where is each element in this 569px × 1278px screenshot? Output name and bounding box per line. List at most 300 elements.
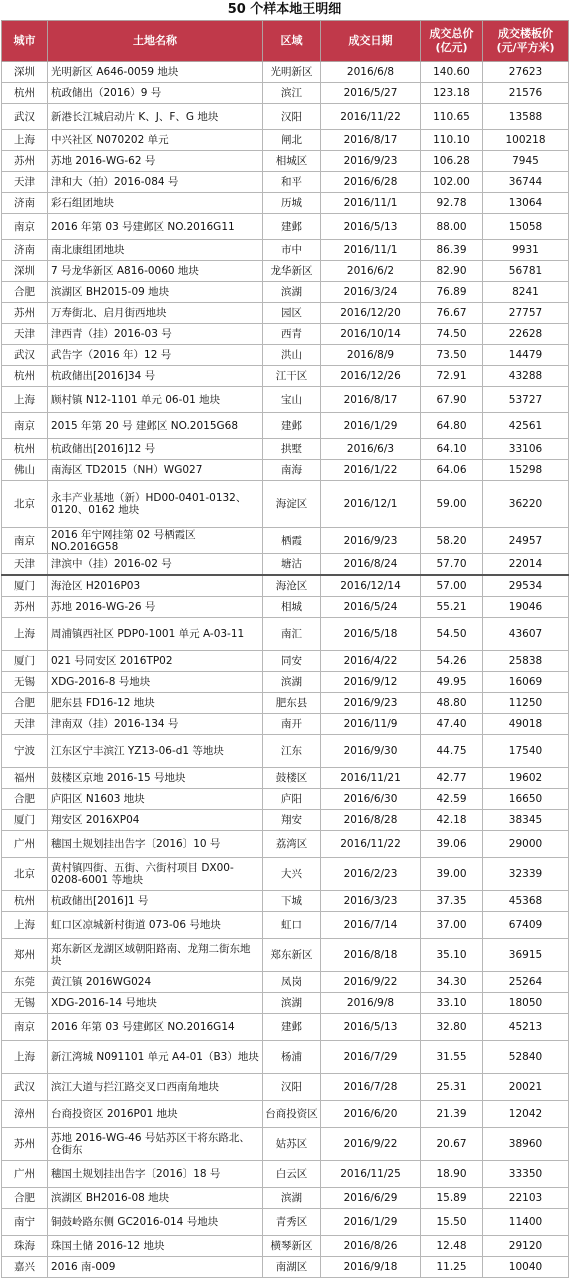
cell-total-price: 67.90: [421, 387, 483, 413]
table-row: [2, 214, 569, 240]
header-total-price: 成交总价 (亿元): [421, 21, 483, 62]
cell-city: 厦门: [2, 651, 48, 672]
cell-floor-price: 13064: [483, 193, 569, 214]
cell-total-price: 86.39: [421, 240, 483, 261]
cell-deal-date: 2016/9/30: [321, 735, 421, 768]
table-row: [2, 62, 569, 83]
cell-total-price: 39.06: [421, 831, 483, 858]
cell-total-price: 42.59: [421, 789, 483, 810]
cell-land-name: 永丰产业基地（新）HD00-0401-0132、0120、0162 地块: [48, 481, 263, 528]
page-title: 50 个样本地王明细: [227, 2, 342, 17]
cell-floor-price: 33350: [483, 1161, 569, 1188]
cell-floor-price: 49018: [483, 714, 569, 735]
cell-deal-date: 2016/10/14: [321, 324, 421, 345]
cell-city: 武汉: [2, 345, 48, 366]
cell-district: 庐阳: [263, 789, 321, 810]
cell-total-price: 64.06: [421, 460, 483, 481]
cell-total-price: 106.28: [421, 151, 483, 172]
cell-floor-price: 25838: [483, 651, 569, 672]
cell-deal-date: 2016/11/1: [321, 193, 421, 214]
cell-total-price: 76.89: [421, 282, 483, 303]
cell-district: 相城: [263, 597, 321, 618]
cell-total-price: 37.00: [421, 912, 483, 939]
table-row: [2, 303, 569, 324]
cell-total-price: 123.18: [421, 83, 483, 104]
cell-floor-price: 67409: [483, 912, 569, 939]
cell-floor-price: 36220: [483, 481, 569, 528]
table-row: [2, 672, 569, 693]
cell-land-name: 鼓楼区京地 2016-15 号地块: [48, 768, 263, 789]
table-row: [2, 597, 569, 618]
table-row: [2, 193, 569, 214]
cell-city: 东莞: [2, 972, 48, 993]
cell-district: 杨浦: [263, 1041, 321, 1074]
cell-city: 苏州: [2, 597, 48, 618]
table-row: [2, 912, 569, 939]
cell-deal-date: 2016/5/13: [321, 214, 421, 240]
cell-land-name: 2016 年第 03 号建邺区 NO.2016G14: [48, 1014, 263, 1041]
table-row: [2, 1188, 569, 1209]
cell-city: 杭州: [2, 891, 48, 912]
cell-floor-price: 29000: [483, 831, 569, 858]
cell-floor-price: 19602: [483, 768, 569, 789]
cell-city: 武汉: [2, 104, 48, 130]
cell-deal-date: 2016/7/29: [321, 1041, 421, 1074]
cell-deal-date: 2016/9/23: [321, 528, 421, 554]
cell-total-price: 20.67: [421, 1128, 483, 1161]
cell-city: 嘉兴: [2, 1257, 48, 1278]
cell-floor-price: 22014: [483, 554, 569, 576]
cell-floor-price: 56781: [483, 261, 569, 282]
cell-total-price: 25.31: [421, 1074, 483, 1101]
cell-floor-price: 45213: [483, 1014, 569, 1041]
cell-city: 南京: [2, 413, 48, 439]
table-row: [2, 891, 569, 912]
cell-district: 市中: [263, 240, 321, 261]
cell-land-name: 2015 年第 20 号 建邺区 NO.2015G68: [48, 413, 263, 439]
cell-land-name: 滨江大道与拦江路交叉口西南角地块: [48, 1074, 263, 1101]
cell-deal-date: 2016/8/17: [321, 387, 421, 413]
cell-total-price: 21.39: [421, 1101, 483, 1128]
cell-deal-date: 2016/6/20: [321, 1101, 421, 1128]
cell-city: 深圳: [2, 261, 48, 282]
table-row: [2, 972, 569, 993]
cell-land-name: 新江湾城 N091101 单元 A4-01（B3）地块: [48, 1041, 263, 1074]
cell-district: 宝山: [263, 387, 321, 413]
cell-floor-price: 11400: [483, 1209, 569, 1236]
cell-total-price: 82.90: [421, 261, 483, 282]
cell-district: 海沧区: [263, 575, 321, 597]
cell-city: 上海: [2, 387, 48, 413]
cell-total-price: 64.10: [421, 439, 483, 460]
table-row: [2, 261, 569, 282]
cell-total-price: 102.00: [421, 172, 483, 193]
table-row: [2, 651, 569, 672]
cell-deal-date: 2016/11/21: [321, 768, 421, 789]
cell-floor-price: 27623: [483, 62, 569, 83]
cell-deal-date: 2016/8/26: [321, 1236, 421, 1257]
table-row: [2, 151, 569, 172]
cell-deal-date: 2016/3/24: [321, 282, 421, 303]
cell-city: 北京: [2, 858, 48, 891]
cell-floor-price: 10040: [483, 1257, 569, 1278]
table-row: [2, 618, 569, 651]
table-row: [2, 1074, 569, 1101]
cell-city: 合肥: [2, 789, 48, 810]
cell-total-price: 92.78: [421, 193, 483, 214]
cell-deal-date: 2016/5/13: [321, 1014, 421, 1041]
cell-floor-price: 14479: [483, 345, 569, 366]
cell-deal-date: 2016/2/23: [321, 858, 421, 891]
cell-deal-date: 2016/6/2: [321, 261, 421, 282]
cell-city: 天津: [2, 554, 48, 576]
cell-deal-date: 2016/11/1: [321, 240, 421, 261]
cell-city: 珠海: [2, 1236, 48, 1257]
cell-district: 大兴: [263, 858, 321, 891]
cell-deal-date: 2016/1/29: [321, 413, 421, 439]
cell-floor-price: 15058: [483, 214, 569, 240]
cell-land-name: 万寿街北、启月街西地块: [48, 303, 263, 324]
cell-land-name: 顾村镇 N12-1101 单元 06-01 地块: [48, 387, 263, 413]
cell-floor-price: 7945: [483, 151, 569, 172]
table-row: [2, 735, 569, 768]
cell-land-name: 台商投资区 2016P01 地块: [48, 1101, 263, 1128]
table-row: [2, 1101, 569, 1128]
cell-land-name: 杭政储出[2016]34 号: [48, 366, 263, 387]
cell-land-name: 江东区宁丰滨江 YZ13-06-d1 等地块: [48, 735, 263, 768]
cell-deal-date: 2016/9/18: [321, 1257, 421, 1278]
cell-deal-date: 2016/9/23: [321, 693, 421, 714]
cell-deal-date: 2016/6/3: [321, 439, 421, 460]
table-row: [2, 554, 569, 576]
cell-floor-price: 43607: [483, 618, 569, 651]
table-row: [2, 460, 569, 481]
cell-floor-price: 18050: [483, 993, 569, 1014]
cell-city: 漳州: [2, 1101, 48, 1128]
cell-total-price: 11.25: [421, 1257, 483, 1278]
cell-total-price: 44.75: [421, 735, 483, 768]
cell-land-name: 津南双（挂）2016-134 号: [48, 714, 263, 735]
cell-land-name: XDG-2016-8 号地块: [48, 672, 263, 693]
cell-total-price: 39.00: [421, 858, 483, 891]
cell-land-name: 黄村镇四街、五街、六街村项目 DX00-0208-6001 等地块: [48, 858, 263, 891]
cell-deal-date: 2016/1/22: [321, 460, 421, 481]
table-row: [2, 282, 569, 303]
cell-land-name: 郑东新区龙湖区域朝阳路南、龙翔二街东地块: [48, 939, 263, 972]
cell-total-price: 55.21: [421, 597, 483, 618]
table-row: [2, 993, 569, 1014]
cell-total-price: 34.30: [421, 972, 483, 993]
cell-floor-price: 100218: [483, 130, 569, 151]
cell-district: 凤岗: [263, 972, 321, 993]
cell-city: 佛山: [2, 460, 48, 481]
cell-total-price: 54.50: [421, 618, 483, 651]
cell-deal-date: 2016/11/22: [321, 104, 421, 130]
cell-city: 杭州: [2, 366, 48, 387]
cell-land-name: 铜鼓岭路东侧 GC2016-014 号地块: [48, 1209, 263, 1236]
cell-total-price: 74.50: [421, 324, 483, 345]
cell-deal-date: 2016/11/9: [321, 714, 421, 735]
cell-floor-price: 16650: [483, 789, 569, 810]
cell-land-name: 南北康组团地块: [48, 240, 263, 261]
cell-city: 广州: [2, 831, 48, 858]
cell-total-price: 18.90: [421, 1161, 483, 1188]
cell-district: 虹口: [263, 912, 321, 939]
cell-floor-price: 21576: [483, 83, 569, 104]
cell-district: 龙华新区: [263, 261, 321, 282]
header-floor-price: 成交楼板价 (元/平方米): [483, 21, 569, 62]
cell-district: 和平: [263, 172, 321, 193]
table-row: [2, 939, 569, 972]
table-row: [2, 83, 569, 104]
cell-total-price: 12.48: [421, 1236, 483, 1257]
cell-floor-price: 8241: [483, 282, 569, 303]
cell-land-name: 南海区 TD2015（NH）WG027: [48, 460, 263, 481]
cell-land-name: 津和大（拍）2016-084 号: [48, 172, 263, 193]
cell-district: 台商投资区: [263, 1101, 321, 1128]
cell-land-name: 中兴社区 N070202 单元: [48, 130, 263, 151]
cell-floor-price: 11250: [483, 693, 569, 714]
cell-district: 光明新区: [263, 62, 321, 83]
cell-deal-date: 2016/3/23: [321, 891, 421, 912]
cell-floor-price: 33106: [483, 439, 569, 460]
cell-district: 西青: [263, 324, 321, 345]
cell-deal-date: 2016/6/8: [321, 62, 421, 83]
cell-deal-date: 2016/9/23: [321, 151, 421, 172]
header-deal-date: 成交日期: [321, 21, 421, 62]
cell-deal-date: 2016/6/30: [321, 789, 421, 810]
cell-total-price: 47.40: [421, 714, 483, 735]
cell-land-name: 2016 年第 03 号建邺区 NO.2016G11: [48, 214, 263, 240]
table-row: [2, 575, 569, 597]
cell-floor-price: 27757: [483, 303, 569, 324]
cell-floor-price: 25264: [483, 972, 569, 993]
cell-city: 杭州: [2, 439, 48, 460]
cell-total-price: 31.55: [421, 1041, 483, 1074]
cell-district: 南开: [263, 714, 321, 735]
cell-total-price: 33.10: [421, 993, 483, 1014]
cell-floor-price: 24957: [483, 528, 569, 554]
cell-deal-date: 2016/5/24: [321, 597, 421, 618]
cell-land-name: 苏地 2016-WG-26 号: [48, 597, 263, 618]
cell-city: 南京: [2, 214, 48, 240]
cell-floor-price: 45368: [483, 891, 569, 912]
cell-land-name: 杭政储出[2016]12 号: [48, 439, 263, 460]
cell-district: 海淀区: [263, 481, 321, 528]
cell-district: 滨湖: [263, 672, 321, 693]
cell-floor-price: 17540: [483, 735, 569, 768]
cell-city: 无锡: [2, 672, 48, 693]
cell-total-price: 140.60: [421, 62, 483, 83]
cell-district: 白云区: [263, 1161, 321, 1188]
cell-district: 同安: [263, 651, 321, 672]
table-row: [2, 810, 569, 831]
cell-total-price: 32.80: [421, 1014, 483, 1041]
table-row: [2, 172, 569, 193]
table-row: [2, 1128, 569, 1161]
cell-district: 滨江: [263, 83, 321, 104]
cell-floor-price: 43288: [483, 366, 569, 387]
cell-city: 合肥: [2, 282, 48, 303]
cell-city: 深圳: [2, 62, 48, 83]
cell-land-name: 珠国土储 2016-12 地块: [48, 1236, 263, 1257]
cell-floor-price: 12042: [483, 1101, 569, 1128]
cell-total-price: 76.67: [421, 303, 483, 324]
cell-land-name: 津滨中（挂）2016-02 号: [48, 554, 263, 576]
cell-deal-date: 2016/9/12: [321, 672, 421, 693]
cell-district: 滨湖: [263, 993, 321, 1014]
cell-district: 洪山: [263, 345, 321, 366]
cell-city: 厦门: [2, 575, 48, 597]
cell-district: 姑苏区: [263, 1128, 321, 1161]
cell-district: 青秀区: [263, 1209, 321, 1236]
cell-deal-date: 2016/11/22: [321, 831, 421, 858]
cell-land-name: 肥东县 FD16-12 地块: [48, 693, 263, 714]
cell-total-price: 42.18: [421, 810, 483, 831]
cell-land-name: 滨湖区 BH2016-08 地块: [48, 1188, 263, 1209]
cell-city: 南京: [2, 1014, 48, 1041]
table-row: [2, 1209, 569, 1236]
cell-land-name: 虹口区凉城新村街道 073-06 号地块: [48, 912, 263, 939]
cell-floor-price: 52840: [483, 1041, 569, 1074]
cell-deal-date: 2016/4/22: [321, 651, 421, 672]
cell-district: 江干区: [263, 366, 321, 387]
cell-land-name: 庐阳区 N1603 地块: [48, 789, 263, 810]
cell-land-name: 苏地 2016-WG-62 号: [48, 151, 263, 172]
cell-city: 济南: [2, 193, 48, 214]
table-row: [2, 693, 569, 714]
cell-city: 上海: [2, 912, 48, 939]
cell-district: 鼓楼区: [263, 768, 321, 789]
cell-city: 宁波: [2, 735, 48, 768]
cell-deal-date: 2016/8/28: [321, 810, 421, 831]
cell-district: 滨湖: [263, 282, 321, 303]
cell-floor-price: 22628: [483, 324, 569, 345]
cell-city: 合肥: [2, 693, 48, 714]
cell-land-name: 海沧区 H2016P03: [48, 575, 263, 597]
cell-land-name: 穗国土规划挂出告字〔2016〕18 号: [48, 1161, 263, 1188]
cell-city: 合肥: [2, 1188, 48, 1209]
header-city: 城市: [2, 21, 48, 62]
cell-deal-date: 2016/6/29: [321, 1188, 421, 1209]
cell-total-price: 15.89: [421, 1188, 483, 1209]
table-row: [2, 481, 569, 528]
cell-floor-price: 22103: [483, 1188, 569, 1209]
table-row: [2, 366, 569, 387]
cell-deal-date: 2016/8/17: [321, 130, 421, 151]
cell-city: 南宁: [2, 1209, 48, 1236]
table-row: [2, 1014, 569, 1041]
cell-total-price: 110.65: [421, 104, 483, 130]
cell-deal-date: 2016/9/22: [321, 972, 421, 993]
cell-district: 汉阳: [263, 1074, 321, 1101]
cell-district: 拱墅: [263, 439, 321, 460]
cell-land-name: 2016 年宁网挂第 02 号栖霞区 NO.2016G58: [48, 528, 263, 554]
cell-total-price: 37.35: [421, 891, 483, 912]
cell-city: 上海: [2, 618, 48, 651]
cell-city: 天津: [2, 324, 48, 345]
table-row: [2, 714, 569, 735]
cell-district: 建邺: [263, 214, 321, 240]
header-district: 区域: [263, 21, 321, 62]
cell-district: 建邺: [263, 413, 321, 439]
cell-deal-date: 2016/11/25: [321, 1161, 421, 1188]
cell-city: 上海: [2, 1041, 48, 1074]
cell-land-name: 周浦镇西社区 PDP0-1001 单元 A-03-11: [48, 618, 263, 651]
cell-district: 闸北: [263, 130, 321, 151]
cell-district: 郑东新区: [263, 939, 321, 972]
cell-total-price: 110.10: [421, 130, 483, 151]
table-row: [2, 130, 569, 151]
cell-district: 滨湖: [263, 1188, 321, 1209]
cell-city: 上海: [2, 130, 48, 151]
cell-total-price: 59.00: [421, 481, 483, 528]
cell-city: 济南: [2, 240, 48, 261]
cell-deal-date: 2016/8/24: [321, 554, 421, 576]
table-row: [2, 345, 569, 366]
cell-district: 荔湾区: [263, 831, 321, 858]
table-row: [2, 324, 569, 345]
cell-floor-price: 13588: [483, 104, 569, 130]
cell-district: 江东: [263, 735, 321, 768]
table-row: [2, 1161, 569, 1188]
cell-district: 栖霞: [263, 528, 321, 554]
cell-deal-date: 2016/12/1: [321, 481, 421, 528]
cell-city: 苏州: [2, 303, 48, 324]
cell-total-price: 42.77: [421, 768, 483, 789]
cell-deal-date: 2016/12/14: [321, 575, 421, 597]
cell-land-name: 新港长江城启动片 K、J、F、G 地块: [48, 104, 263, 130]
cell-land-name: 7 号龙华新区 A816-0060 地块: [48, 261, 263, 282]
table-row: [2, 831, 569, 858]
cell-total-price: 57.70: [421, 554, 483, 576]
cell-city: 天津: [2, 714, 48, 735]
cell-land-name: 滨湖区 BH2015-09 地块: [48, 282, 263, 303]
cell-city: 苏州: [2, 151, 48, 172]
cell-city: 郑州: [2, 939, 48, 972]
cell-land-name: 光明新区 A646-0059 地块: [48, 62, 263, 83]
cell-district: 汉阳: [263, 104, 321, 130]
table-row: [2, 439, 569, 460]
cell-floor-price: 38345: [483, 810, 569, 831]
cell-total-price: 35.10: [421, 939, 483, 972]
cell-floor-price: 53727: [483, 387, 569, 413]
cell-floor-price: 42561: [483, 413, 569, 439]
table-row: [2, 858, 569, 891]
cell-deal-date: 2016/7/14: [321, 912, 421, 939]
cell-deal-date: 2016/8/9: [321, 345, 421, 366]
cell-district: 园区: [263, 303, 321, 324]
cell-total-price: 48.80: [421, 693, 483, 714]
cell-land-name: 2016 南-009: [48, 1257, 263, 1278]
cell-city: 武汉: [2, 1074, 48, 1101]
cell-land-name: 翔安区 2016XP04: [48, 810, 263, 831]
cell-district: 塘沽: [263, 554, 321, 576]
cell-deal-date: 2016/9/8: [321, 993, 421, 1014]
cell-district: 相城区: [263, 151, 321, 172]
cell-deal-date: 2016/12/26: [321, 366, 421, 387]
cell-floor-price: 9931: [483, 240, 569, 261]
table-row: [2, 768, 569, 789]
cell-floor-price: 36915: [483, 939, 569, 972]
cell-floor-price: 29534: [483, 575, 569, 597]
table-header-row: [2, 21, 569, 62]
cell-city: 北京: [2, 481, 48, 528]
cell-district: 建邺: [263, 1014, 321, 1041]
cell-total-price: 57.00: [421, 575, 483, 597]
cell-city: 苏州: [2, 1128, 48, 1161]
cell-deal-date: 2016/5/18: [321, 618, 421, 651]
